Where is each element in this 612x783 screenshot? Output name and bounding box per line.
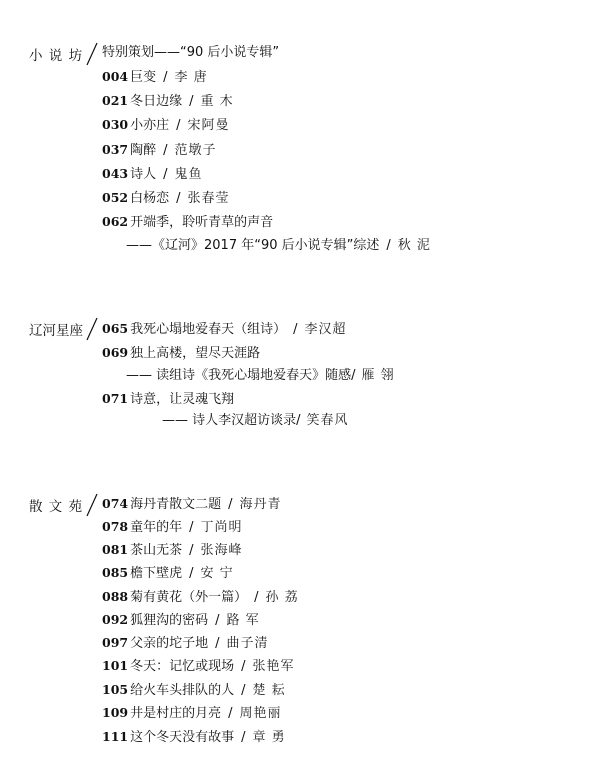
page-number: 071 (102, 391, 129, 406)
toc-entry[interactable] (102, 703, 282, 724)
separator: / (254, 590, 259, 605)
section-slash-divider (85, 42, 99, 66)
toc-entry-subtitle[interactable] (126, 366, 395, 386)
separator: / (241, 659, 246, 674)
entry-title: 童年的年 (130, 520, 183, 535)
entry-title: 开端季，聆听青草的声音 (130, 215, 274, 230)
page-number: 052 (102, 190, 129, 205)
entry-title: 小亦庄 (130, 118, 170, 133)
entry-title: 这个冬天没有故事 (130, 730, 235, 745)
entry-author: 范墩子 (174, 143, 217, 158)
toc-entry[interactable] (102, 389, 234, 410)
toc-entry[interactable] (102, 67, 208, 88)
page-number: 101 (102, 658, 129, 673)
separator: / (215, 636, 220, 651)
entry-title: 诗意，让灵魂飞翔 (130, 392, 235, 407)
page-number: 021 (102, 93, 129, 108)
toc-entry[interactable] (102, 91, 234, 112)
entry-title: 井是村庄的月亮 (130, 706, 222, 721)
toc-entry[interactable] (102, 164, 203, 185)
separator: / (228, 497, 233, 512)
page-number: 069 (102, 345, 129, 360)
entry-author: 秋 泥 (397, 238, 431, 253)
entry-title: 檐下壁虎 (130, 566, 183, 581)
toc-entry[interactable] (102, 319, 347, 340)
entry-title: —— 读组诗《我死心塌地爱春天》随感/ (126, 368, 356, 383)
separator: / (228, 706, 233, 721)
toc-entry[interactable] (102, 494, 282, 515)
separator: / (163, 143, 168, 158)
entry-title: 冬天：记忆或现场 (130, 659, 235, 674)
toc-entry[interactable] (102, 656, 295, 677)
entry-author: 孙 荔 (265, 590, 299, 605)
section-header: 特别策划——“90 后小说专辑” (102, 45, 280, 60)
entry-author: 楚 耘 (252, 683, 286, 698)
separator: / (163, 167, 168, 182)
toc-entry[interactable] (102, 680, 286, 701)
section-slash-divider (85, 317, 99, 341)
entry-author: 曲子清 (226, 636, 269, 651)
page-number: 065 (102, 321, 129, 336)
page-number: 081 (102, 542, 129, 557)
entry-title: —— 诗人李汉超访谈录/ (162, 413, 301, 428)
entry-title: 海丹青散文二题 (130, 497, 222, 512)
entry-author: 路 军 (226, 613, 260, 628)
entry-author: 笑春风 (306, 413, 349, 428)
section-label: 辽河星座 (29, 323, 83, 339)
toc-entry[interactable] (102, 727, 286, 748)
toc-entry[interactable] (102, 343, 260, 364)
entry-title: 巨变 (130, 70, 157, 85)
entry-author: 鬼鱼 (174, 167, 203, 182)
entry-author: 雁 翎 (361, 368, 395, 383)
entry-author: 宋阿曼 (187, 118, 230, 133)
toc-entry[interactable] (102, 517, 243, 538)
page-number: 097 (102, 635, 129, 650)
separator: / (189, 520, 194, 535)
page-number: 030 (102, 117, 129, 132)
separator: / (189, 543, 194, 558)
separator: / (176, 118, 181, 133)
separator: / (176, 191, 181, 206)
entry-title: 我死心塌地爱春天（组诗） (130, 322, 287, 337)
page-number: 092 (102, 612, 129, 627)
entry-author: 安 宁 (200, 566, 234, 581)
separator: / (386, 238, 391, 253)
separator: / (163, 70, 168, 85)
page-number: 109 (102, 705, 129, 720)
toc-entry-subtitle[interactable] (162, 411, 349, 431)
toc-entry[interactable] (102, 587, 299, 608)
toc-entry[interactable] (102, 188, 230, 209)
entry-title: 茶山无茶 (130, 543, 183, 558)
separator: / (189, 566, 194, 581)
entry-author: 海丹青 (239, 497, 282, 512)
page-number: 004 (102, 69, 129, 84)
page-number: 088 (102, 589, 129, 604)
entry-author: 丁尚明 (200, 520, 243, 535)
section-label: 小 说 坊 (29, 48, 84, 64)
page-number: 085 (102, 565, 129, 580)
page-number: 037 (102, 142, 129, 157)
separator: / (189, 94, 194, 109)
entry-title: ——《辽河》2017 年“90 后小说专辑”综述 (126, 238, 380, 253)
page-number: 043 (102, 166, 129, 181)
entry-title: 菊有黄花（外一篇） (130, 590, 248, 605)
section-slash-divider (85, 493, 99, 517)
section-label: 散 文 苑 (29, 499, 84, 515)
page-number: 111 (102, 729, 129, 744)
entry-author: 重 木 (200, 94, 234, 109)
entry-author: 李汉超 (304, 322, 347, 337)
entry-author: 张海峰 (200, 543, 243, 558)
toc-entry[interactable] (102, 563, 234, 584)
toc-entry[interactable] (102, 610, 260, 631)
entry-author: 张艳军 (252, 659, 295, 674)
entry-title: 独上高楼，望尽天涯路 (130, 346, 261, 361)
entry-title: 诗人 (130, 167, 157, 182)
page-number: 062 (102, 214, 129, 229)
toc-entry[interactable] (102, 140, 217, 161)
separator: / (241, 683, 246, 698)
entry-author: 李 唐 (174, 70, 208, 85)
toc-entry[interactable] (102, 212, 273, 233)
entry-author: 张春莹 (187, 191, 230, 206)
toc-entry[interactable] (102, 115, 230, 136)
toc-entry[interactable] (102, 633, 269, 654)
entry-author: 章 勇 (252, 730, 286, 745)
separator: / (241, 730, 246, 745)
entry-title: 陶醉 (130, 143, 157, 158)
entry-title: 父亲的坨子地 (130, 636, 209, 651)
entry-title: 白杨恋 (130, 191, 170, 206)
toc-entry[interactable] (102, 540, 243, 561)
page-number: 074 (102, 496, 129, 511)
entry-title: 给火车头排队的人 (130, 683, 235, 698)
page-number: 078 (102, 519, 129, 534)
separator: / (293, 322, 298, 337)
entry-author: 周艳丽 (239, 706, 282, 721)
entry-title: 冬日边缘 (130, 94, 183, 109)
entry-title: 狐狸沟的密码 (130, 613, 209, 628)
page-number: 105 (102, 682, 129, 697)
separator: / (215, 613, 220, 628)
toc-entry-subtitle[interactable] (126, 236, 431, 256)
